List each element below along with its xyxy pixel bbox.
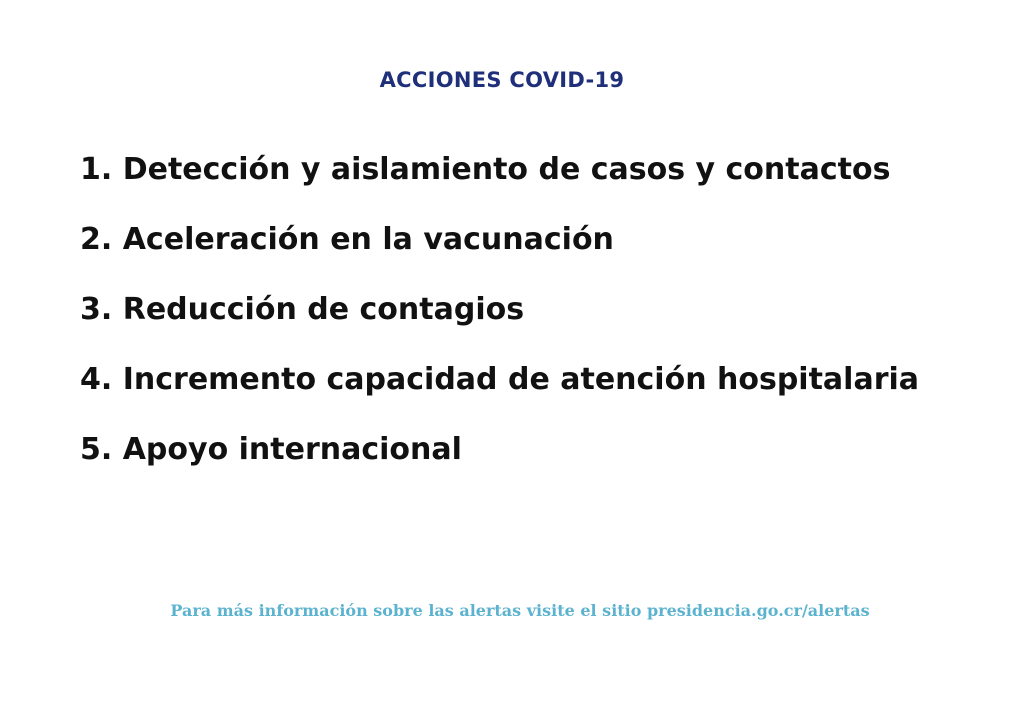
page-title: ACCIONES COVID-19 [379,68,625,92]
action-item-5: 5. Apoyo internacional [80,432,462,467]
footer-info-text: Para más información sobre las alertas visite el sitio presidencia.go.cr/alertas [170,601,870,620]
action-item-1: 1. Detección y aislamiento de casos y contactos [80,152,891,187]
action-item-3: 3. Reducción de contagios [80,292,525,327]
actions-list [80,146,919,496]
action-item-2: 2. Aceleración en la vacunación [80,222,614,257]
action-item-4: 4. Incremento capacidad de atención hospitalaria [80,362,920,397]
